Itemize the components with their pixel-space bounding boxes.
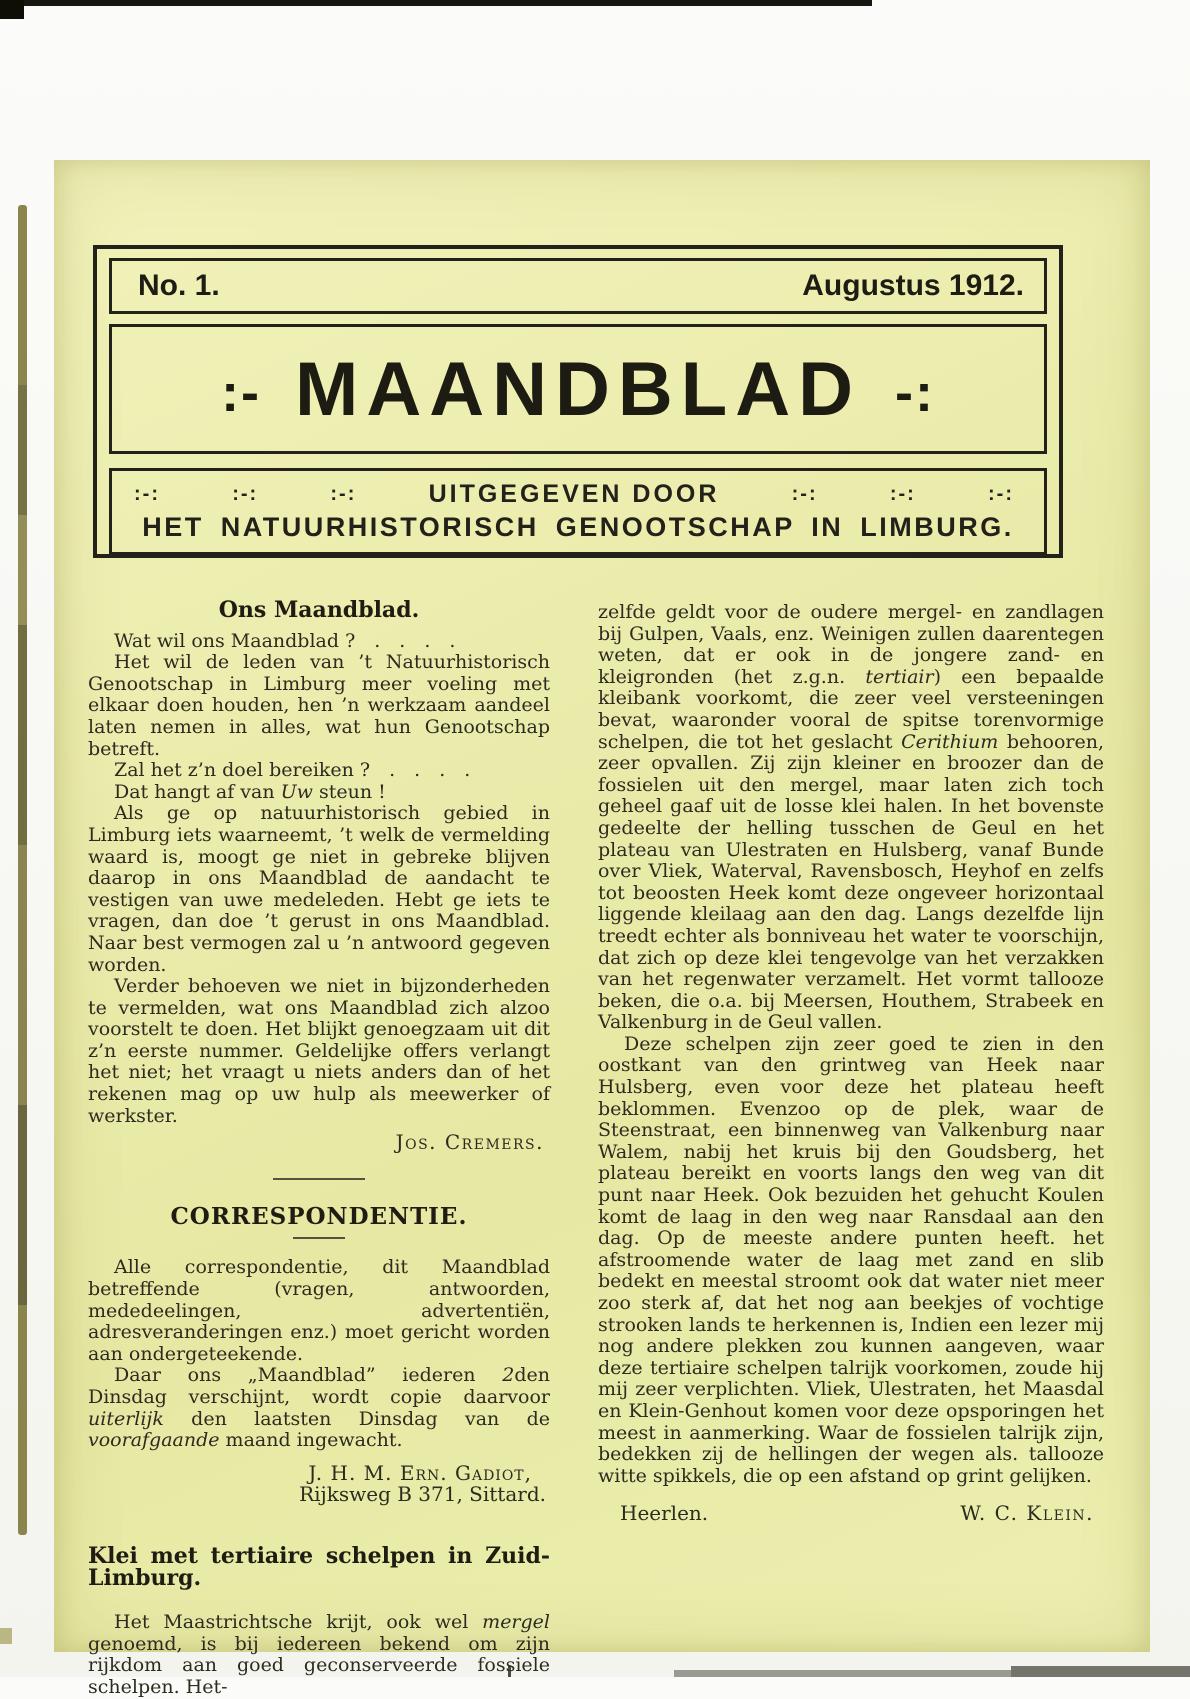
article-heading-klei: Klei met tertiaire schelpen in Zuid-Limburg. bbox=[88, 1542, 550, 1591]
publisher-ornament-row bbox=[112, 471, 1044, 509]
masthead-frame bbox=[93, 245, 1063, 558]
paragraph: Het Maastrichtsche krijt, ook wel mergel genoemd, is bij iedereen bekend om zijn rijkdom aan goed geconserveerde fossiele schelpen. Het- bbox=[88, 1611, 550, 1698]
scan-artifact-top-corner bbox=[0, 0, 24, 19]
paragraph: Dat hangt af van Uw steun ! bbox=[114, 780, 386, 803]
paragraph: Verder behoeven we niet in bijzonderheden te vermelden, wat ons Maandblad zich alzoo voorstelt te doen. Het blijkt genoegzaam uit dit z’n eerste nummer. Geldelijke offers verlangt het niet; het vraagt u niets anders dan of het rekenen mag op uw hulp als meewerker of werkster. bbox=[88, 975, 550, 1127]
signature-jos-cremers: Jos. Cremers. bbox=[395, 1130, 544, 1155]
issue-date-box bbox=[109, 258, 1047, 314]
title-ornament-right: -: bbox=[894, 363, 935, 423]
ornament-icon: :-: bbox=[791, 483, 818, 505]
paragraph: Als ge op natuurhistorisch gebied in Limburg iets waarneemt, ’t welk de vermelding waard is, moogt ge niet in gebreke blijven daarop in ons Maandblad de aandacht te vestigen van uwe medeleden. Hebt ge iets te vragen, dan doe ’t gerust in ons Maandblad. Naar best vermogen zal u ’n antwoord gegeven worden. bbox=[88, 802, 550, 976]
left-column bbox=[88, 597, 550, 1699]
signature-w-c-klein: W. C. Klein. bbox=[960, 1501, 1094, 1526]
ornament-icon: :-: bbox=[330, 483, 357, 505]
title-ornament-left: :- bbox=[221, 363, 262, 423]
article-heading-ons-maandblad: Ons Maandblad. bbox=[218, 597, 420, 623]
paragraph: Het wil de leden van ’t Natuurhistorisch Genootschap in Limburg meer voeling met elkaar doen houden, hen ’n werkzaam aandeel laten nemen in alles, wat hun Genootschap betreft. bbox=[88, 651, 550, 760]
right-column bbox=[598, 602, 1104, 1525]
journal-title: MAANDBLAD bbox=[295, 346, 861, 432]
scan-artifact-top-line bbox=[0, 0, 872, 6]
published-by-label: UITGEGEVEN DOOR bbox=[428, 480, 720, 508]
paragraph: zelfde geldt voor de oudere mergel- en zandlagen bij Gulpen, Vaals, enz. Weinigen zullen daarentegen weten, dat er ook in de jongere zand- en kleigronden (het z.g.n. tertiair) een bepaalde kleibank voorkomt, die zeer veel versteeningen bevat, waaronder vooral de spitse torenvormige schelpen, die tot het geslacht Cerithium behooren, zeer opvallen. Zij zijn kleiner en broozer dan de fossielen uit den mergel, maar laten zich toch geheel gaaf uit de losse klei halen. In het bovenste gedeelte der helling tusschen de Geul en het plateau van Ulestraten en Hulsberg, vanaf Bunde over Vliek, Waterval, Ravensbosch, Heyhof en zelfs tot beoosten Heek komt deze ongeveer horizontaal liggende kleilaag aan den dag. Langs dezelfde lijn treedt echter als bonniveau het water te voorschijn, dat zich op deze klei tengevolge van het verzakken van het regenwater verzamelt. Het vormt tallooze beken, die o.a. bij Meersen, Houthem, Strabeek en Valkenburg in de Geul vallen. bbox=[598, 601, 1104, 1034]
ornament-icon: :-: bbox=[134, 483, 160, 505]
scan-artifact-bottom-bar bbox=[674, 1670, 1011, 1677]
signature-gadiot-name: J. H. M. Ern. Gadiot, bbox=[308, 1460, 532, 1485]
title-box bbox=[109, 324, 1047, 454]
paragraph: Alle correspondentie, dit Maandblad betreffende (vragen, antwoorden, mededeelingen, advertentiën, adresveranderingen enz.) moet gericht worden aan ondergeteekende. bbox=[88, 1256, 550, 1365]
paragraph: Deze schelpen zijn zeer goed te zien in den oostkant van den grintweg van Heek naar Hulsberg, even voor deze het plateau heeft beklommen. Evenzoo op de plek, waar de Steenstraat, een binnenweg van Valkenburg naar Walem, nabij het kruis bij den Goudsberg, het plateau bereikt en voorts langs den weg van dit punt naar Heek. Ook bezuiden het gehucht Koulen komt de laag in den weg naar Ransdaal aan den dag. Op de meeste andere punten heeft. het afstroomende water de laag met zand en slib bedekt en meestal stroomt ook dat water niet meer zoo sterk af, dat het nog aan beekjes of vochtige strooken lands te herkennen is, Indien een lezer mij nog andere plekken zou kunnen aangeven, waar deze tertiaire schelpen talrijk voorkomen, zoude hij mij zeer verplichten. Vliek, Ulestraten, het Maasdal en Klein-Genhout komen voor deze opsporingen het meest in aanmerking. Waar de fossielen talrijk zijn, bedekken zij de hellingen der wegen als. tallooze witte spikkels, die op een afstand op grint gelijken. bbox=[598, 1032, 1104, 1487]
publisher-box bbox=[109, 468, 1047, 555]
ornament-icon: :-: bbox=[889, 483, 916, 505]
paragraph: Wat wil ons Maandblad ? . . . . bbox=[114, 629, 456, 652]
ornament-icon: :-: bbox=[988, 483, 1014, 505]
paragraph: Zal het z’n doel bereiken ? . . . . bbox=[114, 759, 471, 782]
ornament-icon: :-: bbox=[232, 483, 259, 505]
heading-underline-rule bbox=[293, 1237, 345, 1239]
scan-artifact-left-blob bbox=[0, 1628, 12, 1644]
issue-number: No. 1. bbox=[138, 269, 220, 302]
article-footer bbox=[598, 1503, 1104, 1525]
scan-artifact-bottom-bar-dark bbox=[1011, 1666, 1190, 1677]
paragraph: Daar ons „Maandblad” iederen 2den Dinsdag verschijnt, wordt copie daarvoor uiterlijk den laatsten Dinsdag van de voorafgaande maand ingewacht. bbox=[88, 1364, 550, 1452]
place-heerlen: Heerlen. bbox=[620, 1501, 709, 1526]
scan-artifact-binding-strip bbox=[18, 205, 27, 1535]
section-divider bbox=[273, 1178, 365, 1180]
issue-date: Augustus 1912. bbox=[802, 269, 1024, 302]
organization-name: HET NATUURHISTORISCH GENOOTSCHAP IN LIMBURG. bbox=[142, 512, 1014, 542]
signature-gadiot-address: Rijksweg B 371, Sittard. bbox=[299, 1482, 546, 1507]
article-heading-correspondentie: CORRESPONDENTIE. bbox=[170, 1202, 468, 1230]
